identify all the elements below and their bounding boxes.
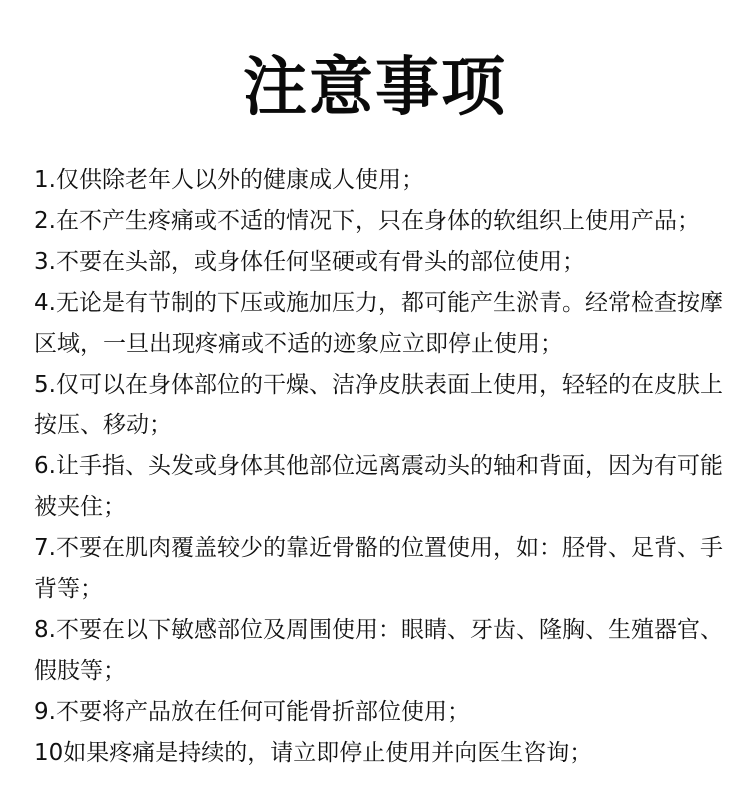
notes-list [34,160,729,774]
page-title: 注意事项 [243,51,507,125]
note-item-3: 3.不要在头部，或身体任何坚硬或有骨头的部位使用； [34,248,585,275]
note-item-4: 4.无论是有节制的下压或施加压力，都可能产生淤青。经常检查按摩区域，一旦出现疼痛或不适的迹象应立即停止使用； [34,289,723,357]
note-item-7: 7.不要在肌肉覆盖较少的靠近骨骼的位置使用，如：胫骨、足背、手背等； [34,535,723,603]
note-item-1: 1.仅供除老年人以外的健康成人使用； [34,167,424,193]
note-item-5: 5.仅可以在身体部位的干燥、洁净皮肤表面上使用，轻轻的在皮肤上按压、移动； [34,371,723,439]
note-item-10: 10如果疼痛是持续的，请立即停止使用并向医生咨询； [34,739,593,766]
note-item-8: 8.不要在以下敏感部位及周围使用：眼睛、牙齿、隆胸、生殖器官、假肢等； [34,616,723,684]
note-item-2: 2.在不产生疼痛或不适的情况下，只在身体的软组织上使用产品； [34,207,700,234]
note-item-6: 6.让手指、头发或身体其他部位远离震动头的轴和背面，因为有可能被夹住； [34,453,723,521]
note-item-9: 9.不要将产品放在任何可能骨折部位使用； [34,698,470,725]
